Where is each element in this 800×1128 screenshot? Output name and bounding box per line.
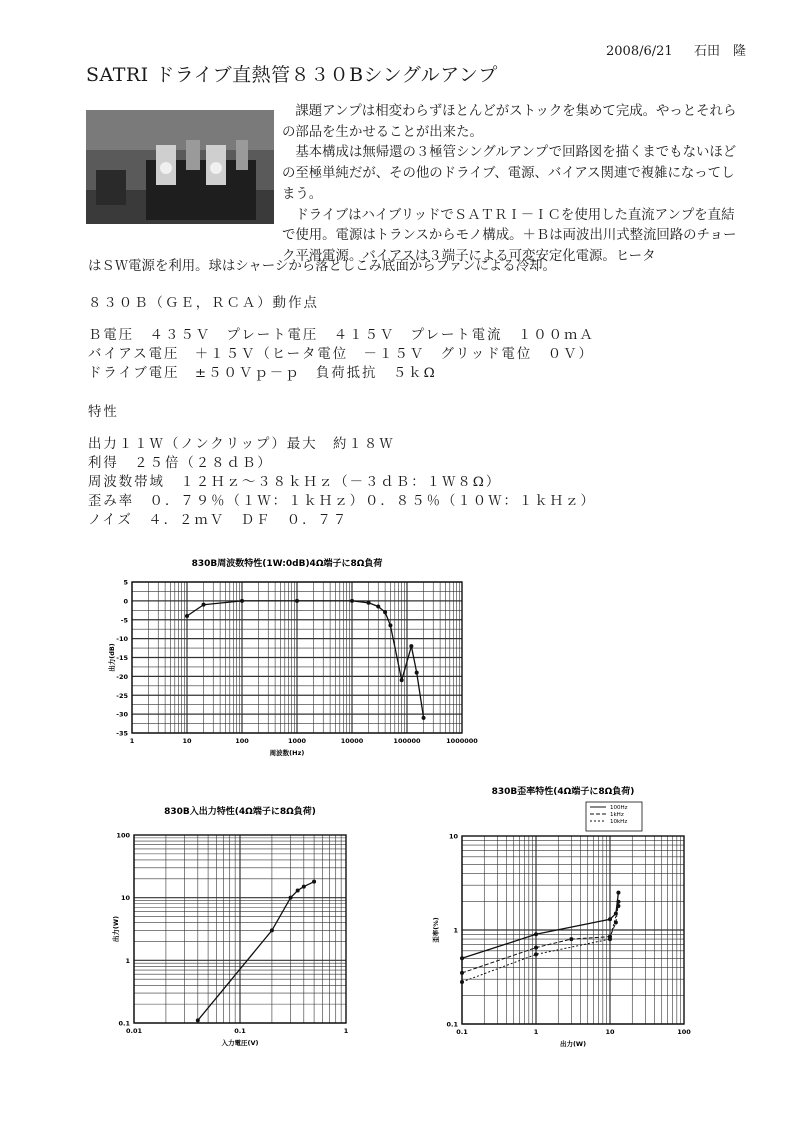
x-tick-label: 100 <box>235 737 249 745</box>
operating-line-2: バイアス電圧 ＋１５Ｖ（ヒータ電位 －１５Ｖ グリッド電位 ０Ｖ） <box>88 347 594 362</box>
operating-line-1: Ｂ電圧 ４３５Ｖ プレート電圧 ４１５Ｖ プレート電流 １００ｍＡ <box>88 328 595 343</box>
intro-text <box>282 102 742 268</box>
intro-paragraph-2: 基本構成は無帰還の３極管シングルアンプで回路図を描くまでもないほどの至極単純だが、その他のドライブ、電源、バイアス関連で複雑になってしまう。 <box>282 145 737 202</box>
chart-title: 830B入出力特性(4Ω端子に8Ω負荷) <box>164 807 316 817</box>
x-tick-label: 1 <box>129 737 135 745</box>
data-point <box>296 889 300 893</box>
data-point <box>400 678 404 682</box>
x-tick-label: 0.1 <box>456 1028 468 1036</box>
y-tick-label: 0 <box>123 597 128 606</box>
series-line <box>198 882 314 1021</box>
y-tick-label: -5 <box>120 616 128 625</box>
y-axis-label: 歪率(%) <box>432 917 440 943</box>
x-tick-label: 1 <box>343 1027 349 1035</box>
x-tick-label: 1000000 <box>446 737 478 745</box>
data-point <box>616 904 620 908</box>
x-tick-label: 10000 <box>340 737 364 745</box>
data-point <box>383 610 387 614</box>
frequency-response-chart <box>108 552 482 762</box>
distortion-chart <box>420 782 700 1057</box>
data-point <box>534 952 538 956</box>
data-point <box>295 599 299 603</box>
x-tick-label: 100000 <box>393 737 421 745</box>
data-point <box>534 946 538 950</box>
characteristics-heading: 特性 <box>88 405 119 420</box>
intro-last-line: はＳＷ電源を利用。球はシャーシから落としこみ底面からファンによる冷却。 <box>88 259 556 274</box>
y-tick-label: -35 <box>116 729 128 738</box>
intro-paragraph-1: 課題アンプは相変わらずほとんどがストックを集めて完成。やっとそれらの部品を生かせることが出来た。 <box>282 104 737 140</box>
char-line-1: 出力１１Ｗ（ノンクリップ）最大 約１８Ｗ <box>88 437 395 452</box>
y-tick-label: -10 <box>116 635 128 644</box>
legend-label: 1kHz <box>610 812 624 818</box>
data-point <box>196 1018 200 1022</box>
char-line-2: 利得 ２５倍（２８ｄＢ） <box>88 456 273 471</box>
data-point <box>534 932 538 936</box>
data-point <box>608 937 612 941</box>
data-point <box>302 885 306 889</box>
series-line <box>462 893 618 959</box>
data-point <box>616 891 620 895</box>
y-tick-label: -15 <box>116 654 128 662</box>
x-tick-label: 100 <box>677 1028 691 1036</box>
y-tick-label: 0.1 <box>118 1019 130 1028</box>
legend-label: 10kHz <box>610 819 628 825</box>
y-tick-label: 10 <box>448 832 458 841</box>
series-line <box>187 601 424 718</box>
x-tick-label: 0.1 <box>234 1027 246 1035</box>
x-tick-label: 10 <box>605 1028 615 1036</box>
data-point <box>350 599 354 603</box>
data-point <box>569 937 573 941</box>
y-axis-label: 出力(dB) <box>108 643 116 672</box>
page-title: SATRI ドライブ直熱管８３０Bシングルアンプ <box>86 64 498 86</box>
y-axis-label: 出力(W) <box>112 915 120 943</box>
data-point <box>422 716 426 720</box>
y-tick-label: 0.1 <box>446 1020 458 1029</box>
data-point <box>388 623 392 627</box>
data-point <box>460 971 464 975</box>
data-point <box>376 605 380 609</box>
data-point <box>460 956 464 960</box>
operating-heading: ８３０Ｂ（ＧＥ，ＲＣＡ）動作点 <box>88 296 319 311</box>
y-tick-label: 1 <box>125 956 130 965</box>
series-line <box>462 902 618 973</box>
y-tick-label: 5 <box>123 578 128 587</box>
y-tick-label: 100 <box>116 831 130 840</box>
x-axis-label: 周波数(Hz) <box>269 749 305 757</box>
date: 2008/6/21 <box>606 44 673 59</box>
y-tick-label: 1 <box>453 926 458 935</box>
x-tick-label: 10 <box>182 737 192 745</box>
data-point <box>608 917 612 921</box>
data-point <box>367 601 371 605</box>
legend-label: 100Hz <box>610 805 628 811</box>
data-point <box>415 671 419 675</box>
data-point <box>312 880 316 884</box>
data-point <box>185 614 189 618</box>
x-tick-label: 1 <box>533 1028 539 1036</box>
data-point <box>240 599 244 603</box>
header-date-author <box>606 40 746 59</box>
input-output-chart <box>110 800 350 1055</box>
char-line-3: 周波数帯域 １２Ｈｚ～３８ｋＨｚ（－３ｄＢ：１Ｗ８Ω） <box>88 475 502 490</box>
x-axis-label: 入力電圧(V) <box>221 1039 259 1047</box>
chart-title: 830B周波数特性(1W:0dB)4Ω端子に8Ω負荷 <box>191 559 383 569</box>
intro-paragraph-3: ドライブはハイブリッドでＳＡＴＲＩ－ＩＣを使用した直流アンプを直結で使用。電源はトランスからモノ構成。＋Ｂは両波出川式整流回路のチョーク平滑電源。バイアスは３端子による可変安定化電源。ヒータ <box>282 207 737 264</box>
char-line-4: 歪み率 ０．７９％（１Ｗ：１ｋＨｚ）０．８５％（１０Ｗ：１ｋＨｚ） <box>88 494 596 509</box>
y-tick-label: -25 <box>116 691 128 700</box>
y-tick-label: -20 <box>116 672 128 681</box>
x-tick-label: 0.01 <box>125 1027 143 1035</box>
y-tick-label: -30 <box>116 710 128 719</box>
x-tick-label: 1000 <box>287 737 307 745</box>
chart-title: 830B歪率特性(4Ω端子に8Ω負荷) <box>491 787 635 797</box>
data-point <box>270 928 274 932</box>
data-point <box>202 603 206 607</box>
data-point <box>616 900 620 904</box>
y-tick-label: 10 <box>120 894 130 903</box>
data-point <box>460 980 464 984</box>
operating-line-3: ドライブ電圧 ±５０Ｖｐ－ｐ 負荷抵抗 ５ｋΩ <box>88 366 437 381</box>
series-line <box>462 906 618 982</box>
data-point <box>409 644 413 648</box>
x-axis-label: 出力(W) <box>559 1040 587 1048</box>
char-line-5: ノイズ ４．２ｍＶ ＤＦ ０．７７ <box>88 513 349 528</box>
data-point <box>289 896 293 900</box>
amplifier-photo <box>86 110 274 224</box>
author: 石田 隆 <box>693 44 746 59</box>
